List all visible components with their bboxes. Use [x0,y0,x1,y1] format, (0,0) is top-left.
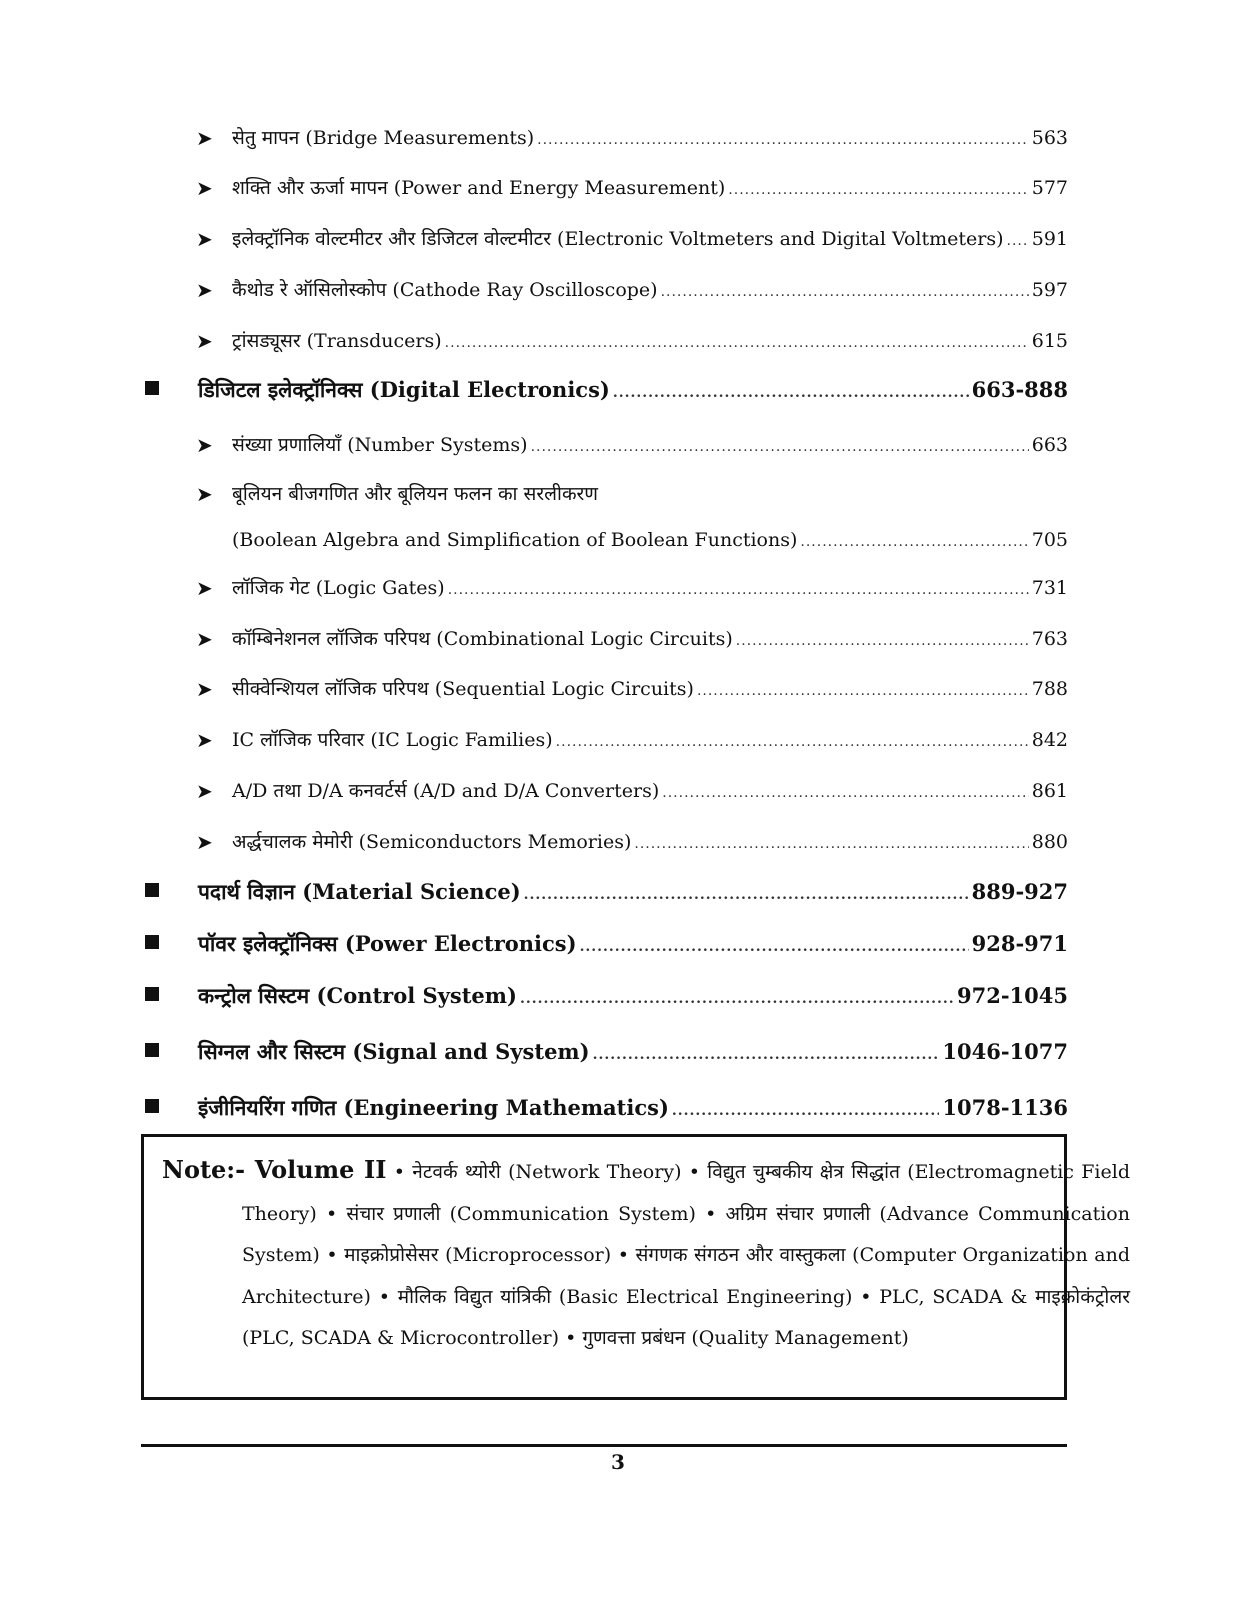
arrowhead-bullet-icon: ➤ [196,779,213,803]
toc-page-number: 663 [1031,434,1068,456]
toc-title: शक्ति और ऊर्जा मापन (Power and Energy Measurement) [232,177,726,199]
note-item: माइक्रोप्रोसेसर (Microprocessor) [344,1244,612,1266]
bullet-dot-icon: • [695,1202,726,1225]
dot-leader [672,1103,939,1119]
note-item: अग्रिम संचार प्रणाली (Advance Communication System) [242,1202,1130,1266]
toc-title: डिजिटल इलेक्ट्रॉनिक्स (Digital Electronics) [198,377,610,402]
toc-section [0,1088,1236,1128]
note-heading: Note:- Volume II [162,1155,387,1184]
arrowhead-bullet-icon: ➤ [196,627,213,651]
toc-page-number: 591 [1031,228,1068,250]
toc-title: (Boolean Algebra and Simplification of Boolean Functions) [232,529,798,551]
toc-page-number: 928-971 [971,931,1068,956]
dot-leader [728,182,1028,198]
bullet-dot-icon: • [319,1244,345,1266]
toc-page-number: 663-888 [971,377,1068,402]
toc-title: बूलियन बीजगणित और बूलियन फलन का सरलीकरण [232,483,599,505]
bullet-dot-icon: • [316,1202,347,1225]
toc-page-number: 1078-1136 [942,1095,1068,1120]
toc-section [0,370,1236,410]
arrowhead-bullet-icon: ➤ [196,278,213,302]
arrowhead-bullet-icon: ➤ [196,482,213,506]
toc-page-number: 842 [1031,729,1068,751]
dot-leader [697,683,1029,699]
toc-title: सेतु मापन (Bridge Measurements) [232,127,535,149]
arrowhead-bullet-icon: ➤ [196,329,213,353]
toc-title: IC लॉजिक परिवार (IC Logic Families) [232,729,553,751]
dot-leader [634,836,1028,852]
toc-title: सीक्वेन्शियल लॉजिक परिपथ (Sequential Logic Circuits) [232,678,694,700]
toc-section [0,976,1236,1016]
dot-leader [448,582,1029,598]
note-item: संगणक संगठन और वास्तुकला (Computer Organization and Architecture) [242,1244,1130,1308]
toc-title: इलेक्ट्रॉनिक वोल्टमीटर और डिजिटल वोल्टमीटर (Electronic Voltmeters and Digital Voltmeters) [232,228,1004,250]
toc-page-number: 763 [1031,628,1068,650]
toc-entry [0,771,1236,811]
toc-page-number: 615 [1031,330,1068,352]
square-bullet-icon [145,987,159,1001]
dot-leader [520,991,954,1007]
square-bullet-icon [145,935,159,949]
arrowhead-bullet-icon: ➤ [196,176,213,200]
dot-leader [556,734,1029,750]
square-bullet-icon [145,381,159,395]
square-bullet-icon [145,1043,159,1057]
toc-entry [0,568,1236,608]
toc-page-number: 705 [1031,529,1068,551]
note-item: नेटवर्क थ्योरी (Network Theory) [412,1161,682,1183]
dot-leader [445,335,1029,351]
toc-entry [0,118,1236,158]
arrowhead-bullet-icon: ➤ [196,677,213,701]
toc-entry [0,321,1236,361]
volume-note-text [162,1149,1130,1360]
dot-leader [537,132,1029,148]
arrowhead-bullet-icon: ➤ [196,433,213,457]
bullet-dot-icon: • [559,1327,583,1349]
toc-entry [0,720,1236,760]
toc-page-number: 972-1045 [957,983,1068,1008]
arrowhead-bullet-icon: ➤ [196,830,213,854]
toc-title: ट्रांसड्यूसर (Transducers) [232,330,442,352]
toc-page-number: 731 [1031,577,1068,599]
toc-title: कॉम्बिनेशनल लॉजिक परिपथ (Combinational Logic Circuits) [232,628,733,650]
bullet-dot-icon: • [681,1161,708,1183]
toc-page-number: 889-927 [971,879,1068,904]
toc-title: सिग्नल और सिस्टम (Signal and System) [198,1039,590,1064]
toc-entry [0,168,1236,208]
volume-note-box [141,1134,1130,1400]
dot-leader [613,385,969,401]
toc-title: कन्ट्रोल सिस्टम (Control System) [198,983,517,1008]
toc-entry [0,822,1236,862]
note-item: विद्युत चुम्बकीय क्षेत्र सिद्धांत (Electromagnetic Field Theory) [242,1161,1130,1225]
arrowhead-bullet-icon: ➤ [196,728,213,752]
toc-entry [0,219,1236,259]
dot-leader [661,284,1029,300]
toc-section [0,1032,1236,1072]
toc-page-number: 563 [1031,127,1068,149]
toc-title: A/D तथा D/A कनवर्टर्स (A/D and D/A Converters) [232,780,660,802]
note-item: मौलिक विद्युत यांत्रिकी (Basic Electrical Engineering) [397,1285,853,1308]
toc-title: इंजीनियरिंग गणित (Engineering Mathematics) [198,1095,669,1120]
toc-page-number: 880 [1031,831,1068,853]
toc-title: अर्द्धचालक मेमोरी (Semiconductors Memories) [232,831,632,853]
dot-leader [524,887,969,903]
toc-page-number: 788 [1031,678,1068,700]
square-bullet-icon [145,883,159,897]
footer-divider [141,1444,1067,1447]
toc-page-number: 577 [1031,177,1068,199]
arrowhead-bullet-icon: ➤ [196,227,213,251]
toc-entry [0,619,1236,659]
toc-page-number: 1046-1077 [942,1039,1068,1064]
toc-entry [0,669,1236,709]
toc-title: कैथोड रे ऑसिलोस्कोप (Cathode Ray Oscilloscope) [232,279,658,301]
toc-page-number: 861 [1031,780,1068,802]
square-bullet-icon [145,1099,159,1113]
note-item: गुणवत्ता प्रबंधन (Quality Management) [582,1327,909,1349]
toc-page-number: 597 [1031,279,1068,301]
page-number: 3 [611,1450,625,1474]
arrowhead-bullet-icon: ➤ [196,126,213,150]
dot-leader [1007,233,1029,249]
dot-leader [593,1047,940,1063]
toc-title: पदार्थ विज्ञान (Material Science) [198,879,521,904]
toc-entry [0,523,1236,563]
dot-leader [662,785,1028,801]
bullet-dot-icon: • [370,1285,398,1308]
toc-entry [0,425,1236,465]
note-item: PLC, SCADA & माइक्रोकंट्रोलर (PLC, SCADA & Microcontroller) [242,1285,1130,1349]
toc-section [0,924,1236,964]
bullet-dot-icon: • [611,1244,636,1266]
toc-title: लॉजिक गेट (Logic Gates) [232,577,445,599]
arrowhead-bullet-icon: ➤ [196,576,213,600]
toc-entry [0,270,1236,310]
toc-entry [0,474,1236,514]
toc-title: पॉवर इलेक्ट्रॉनिक्स (Power Electronics) [198,931,577,956]
dot-leader [800,534,1028,550]
toc-section [0,872,1236,912]
bullet-dot-icon: • [852,1285,880,1308]
dot-leader [736,633,1029,649]
dot-leader [531,439,1029,455]
bullet-dot-icon: • [393,1161,413,1183]
note-item: संचार प्रणाली (Communication System) [346,1202,696,1225]
toc-title: संख्या प्रणालियाँ (Number Systems) [232,434,528,456]
dot-leader [580,939,969,955]
